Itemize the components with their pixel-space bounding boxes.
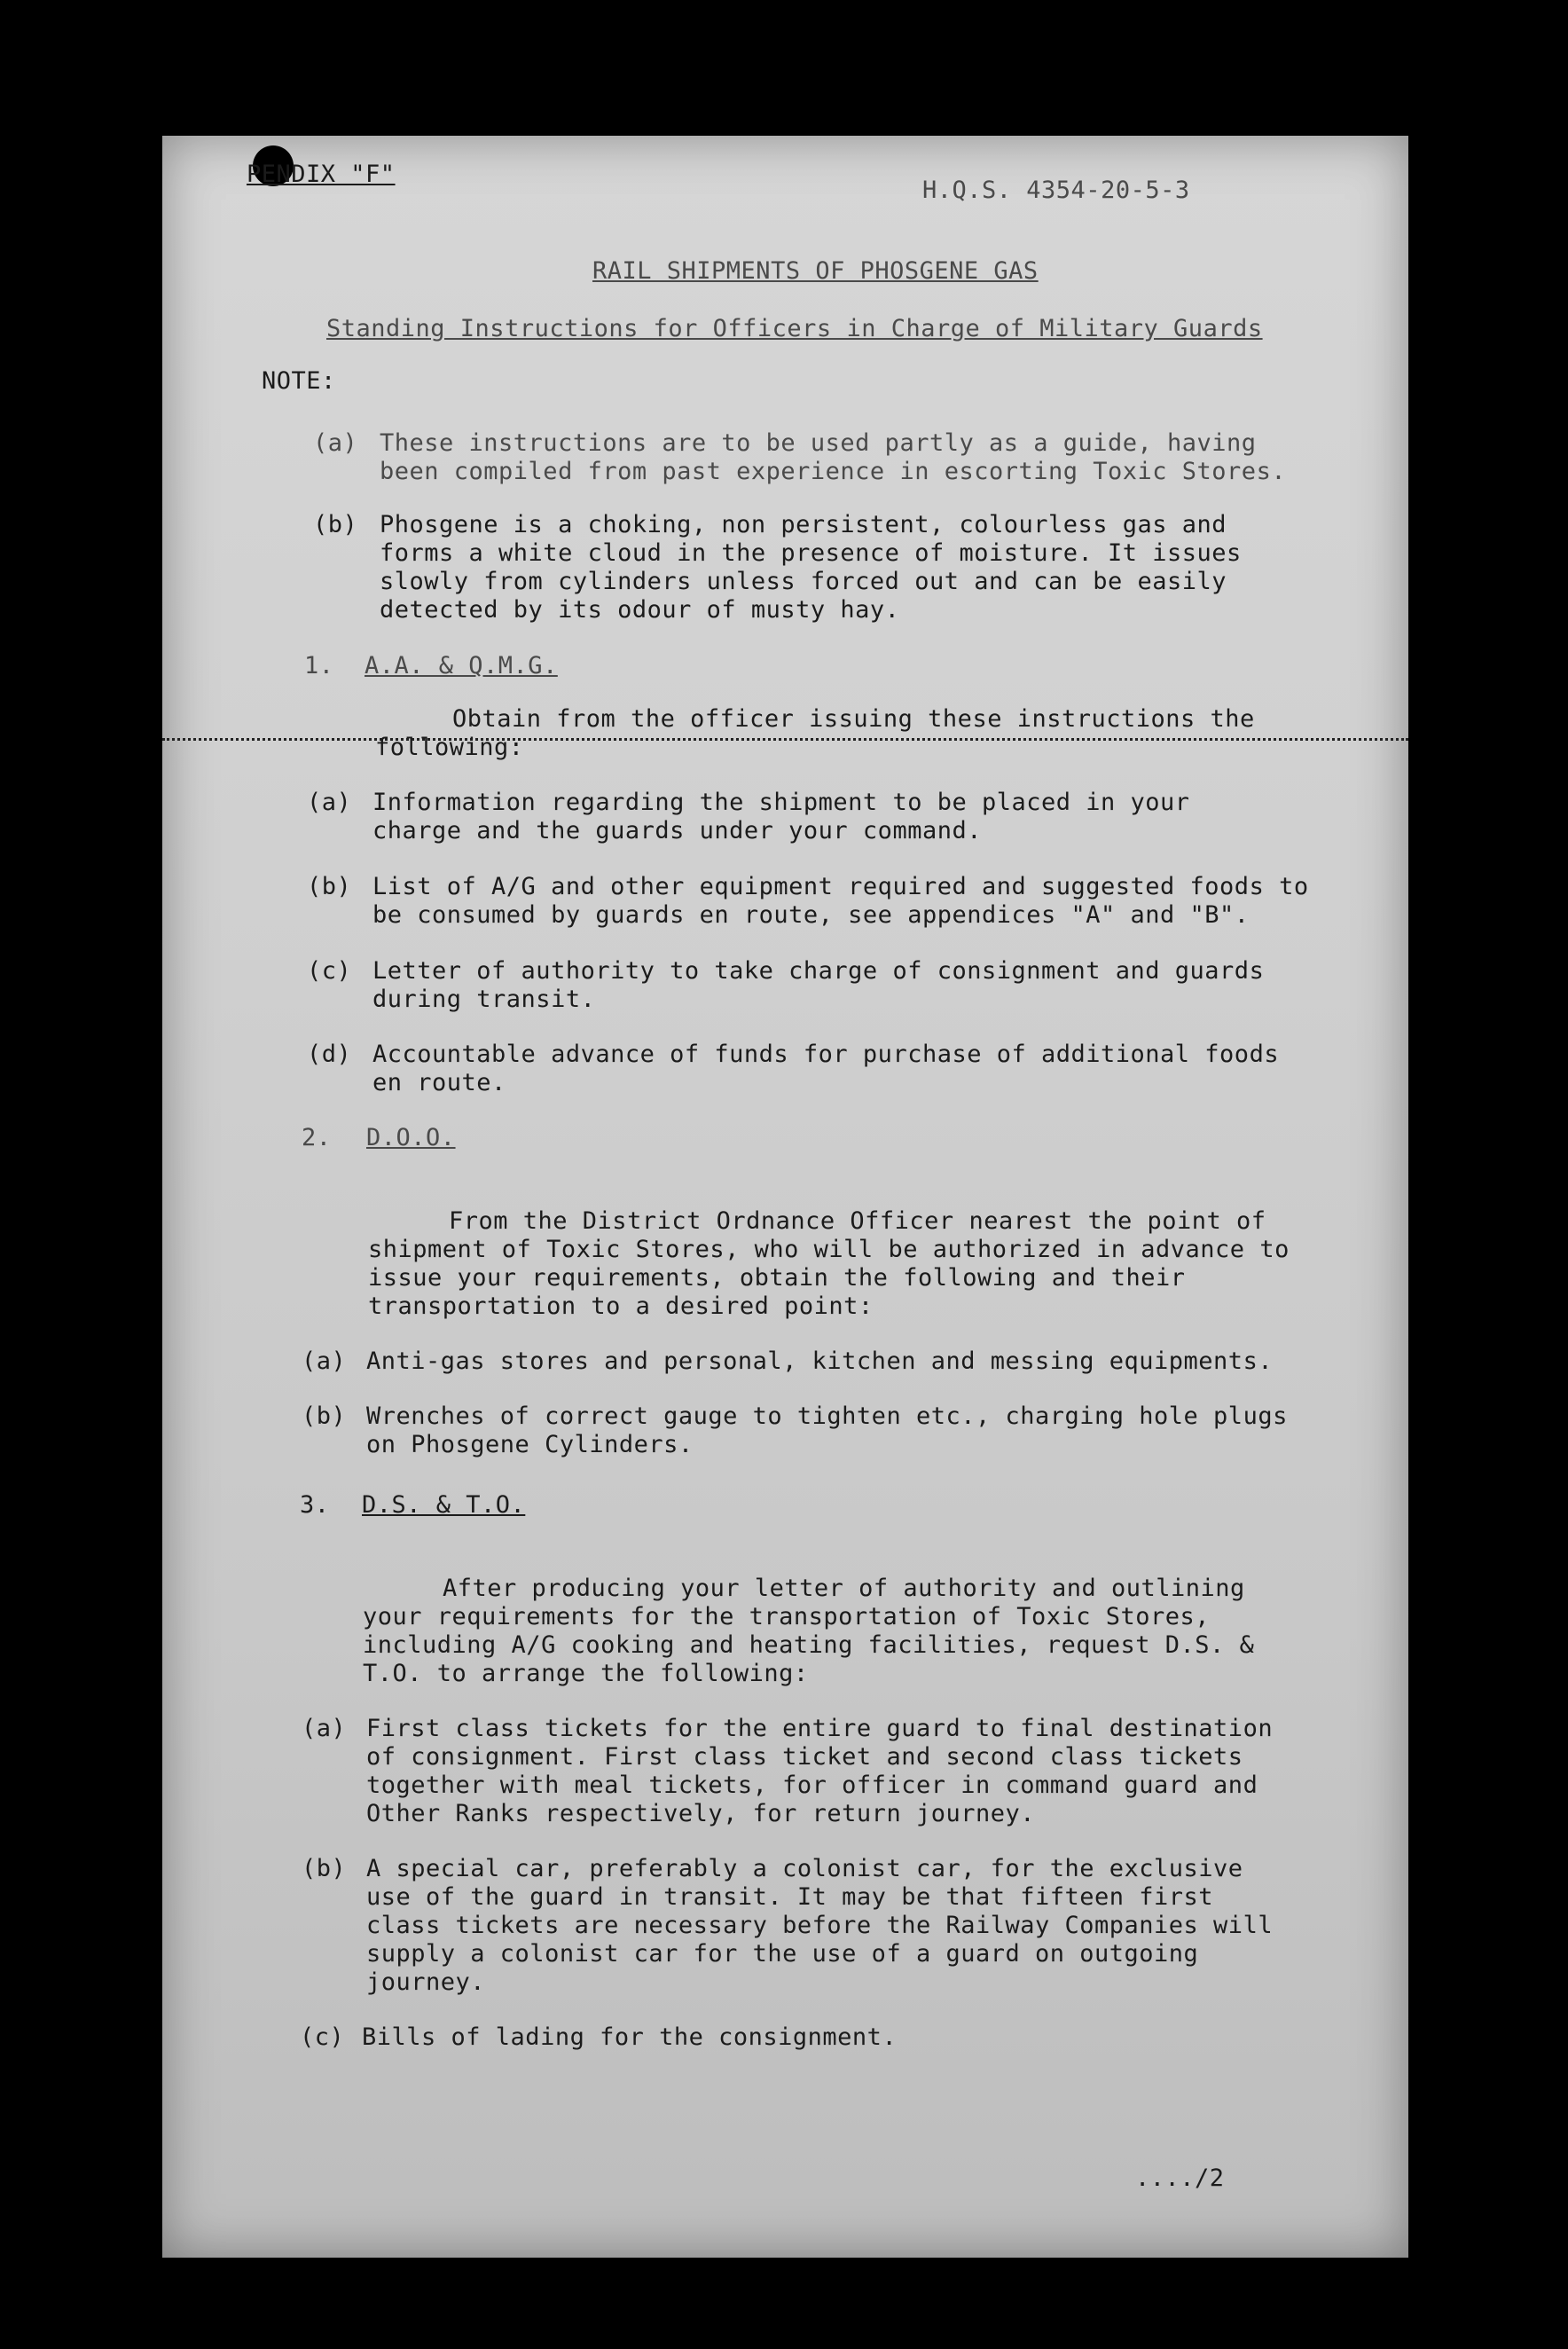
section-number: 2.: [302, 1124, 332, 1151]
item-line: List of A/G and other equipment required and suggested foods to: [372, 873, 1309, 900]
item-line: First class tickets for the entire guard to final destination: [366, 1715, 1274, 1742]
item-tag: (c): [300, 2023, 345, 2051]
item-line: use of the guard in transit. It may be that fifteen first: [366, 1883, 1214, 1911]
section-intro: following:: [375, 734, 524, 761]
item-line: Letter of authority to take charge of consignment and guards: [372, 957, 1265, 985]
note-line: These instructions are to be used partly as a guide, having: [380, 429, 1257, 457]
note-line: detected by its odour of musty hay.: [380, 596, 900, 624]
note-tag: (b): [313, 511, 358, 538]
item-line: charge and the guards under your command.: [372, 817, 982, 845]
item-line: journey.: [366, 1968, 486, 1996]
section-number: 3.: [300, 1491, 330, 1519]
document-subtitle: Standing Instructions for Officers in Charge of Military Guards: [326, 315, 1263, 342]
section-intro: After producing your letter of authority and outlining: [443, 1575, 1245, 1602]
note-line: Phosgene is a choking, non persistent, colourless gas and: [380, 511, 1227, 538]
section-intro: your requirements for the transportation of Toxic Stores,: [363, 1603, 1211, 1630]
note-line: forms a white cloud in the presence of moisture. It issues: [380, 539, 1242, 567]
item-line: be consumed by guards en route, see appendices "A" and "B".: [372, 901, 1250, 929]
section-intro: From the District Ordnance Officer nearest the point of: [449, 1207, 1266, 1235]
item-line: en route.: [372, 1069, 506, 1096]
item-tag: (a): [302, 1715, 347, 1742]
item-line: Bills of lading for the consignment.: [362, 2023, 898, 2051]
document-page: [162, 136, 1408, 2258]
fold-line: [162, 738, 1408, 741]
item-line: Accountable advance of funds for purchase of additional foods: [372, 1041, 1280, 1068]
note-label: NOTE:: [262, 367, 336, 395]
section-heading: A.A. & Q.M.G.: [365, 652, 558, 680]
item-tag: (a): [302, 1347, 347, 1375]
item-line: A special car, preferably a colonist car, for the exclusive: [366, 1855, 1243, 1882]
section-intro: including A/G cooking and heating facilities, request D.S. &: [363, 1631, 1255, 1659]
item-line: Anti-gas stores and personal, kitchen and messing equipments.: [366, 1347, 1274, 1375]
item-line: on Phosgene Cylinders.: [366, 1431, 694, 1458]
item-line: class tickets are necessary before the Railway Companies will: [366, 1912, 1274, 1939]
section-intro: transportation to a desired point:: [368, 1292, 874, 1320]
section-heading: D.O.O.: [366, 1124, 456, 1151]
section-intro: Obtain from the officer issuing these instructions the: [452, 705, 1255, 733]
document-title: RAIL SHIPMENTS OF PHOSGENE GAS: [592, 257, 1039, 285]
item-tag: (b): [302, 1402, 347, 1430]
item-line: Wrenches of correct gauge to tighten etc., charging hole plugs: [366, 1402, 1288, 1430]
item-tag: (d): [307, 1041, 352, 1068]
section-number: 1.: [304, 652, 334, 680]
section-heading: D.S. & T.O.: [362, 1491, 526, 1519]
note-line: been compiled from past experience in escorting Toxic Stores.: [380, 458, 1287, 485]
note-line: slowly from cylinders unless forced out and can be easily: [380, 568, 1227, 595]
section-intro: shipment of Toxic Stores, who will be authorized in advance to: [368, 1236, 1290, 1263]
item-line: Other Ranks respectively, for return journey.: [366, 1800, 1035, 1827]
item-tag: (a): [307, 789, 352, 816]
file-reference: H.Q.S. 4354-20-5-3: [922, 177, 1190, 204]
appendix-label: PENDIX "F": [247, 161, 396, 188]
item-line: together with meal tickets, for officer in command guard and: [366, 1772, 1258, 1799]
item-line: of consignment. First class ticket and second class tickets: [366, 1743, 1243, 1771]
item-line: during transit.: [372, 986, 596, 1013]
page-continuation: ..../2: [1135, 2164, 1225, 2192]
item-tag: (b): [302, 1855, 347, 1882]
item-line: supply a colonist car for the use of a guard on outgoing: [366, 1940, 1199, 1968]
note-tag: (a): [313, 429, 358, 457]
section-intro: T.O. to arrange the following:: [363, 1660, 809, 1687]
section-intro: issue your requirements, obtain the following and their: [368, 1264, 1186, 1292]
item-tag: (b): [307, 873, 352, 900]
item-line: Information regarding the shipment to be placed in your: [372, 789, 1190, 816]
item-tag: (c): [307, 957, 352, 985]
